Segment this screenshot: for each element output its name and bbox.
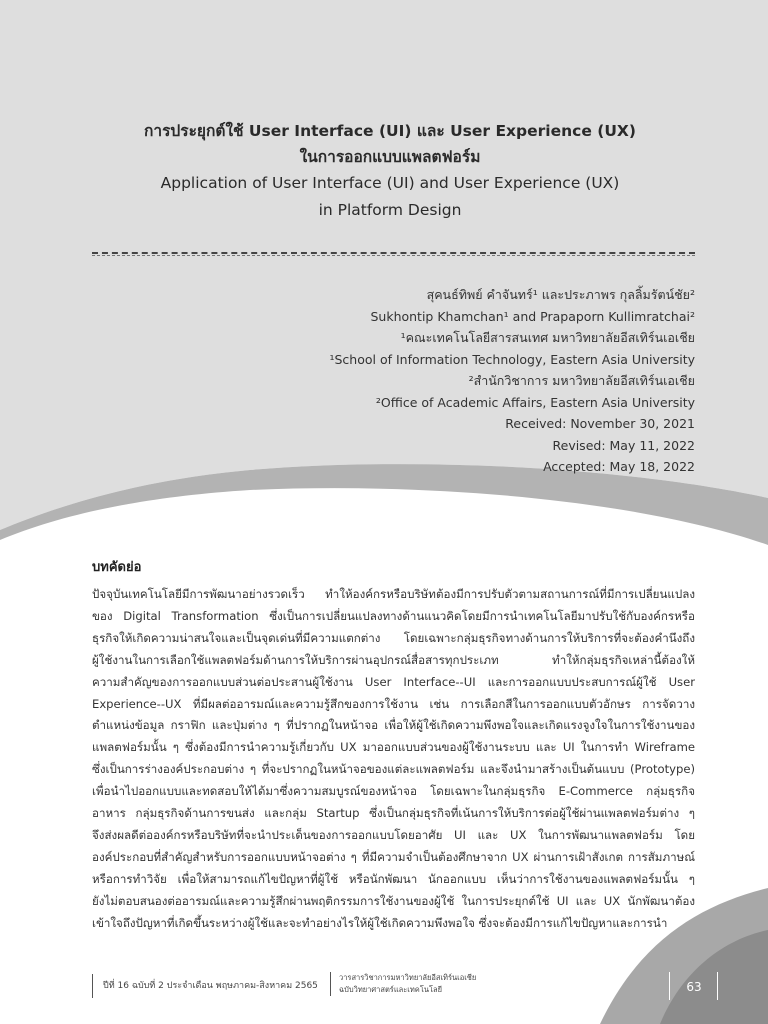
title-thai-line-2: ในการออกแบบแพลตฟอร์ม xyxy=(299,148,481,166)
author-names-thai: สุคนธ์ทิพย์ คำจันทร์¹ และประภาพร กุลลิ้มรัตน์ชัย² xyxy=(426,287,695,302)
page-number-divider-right xyxy=(717,972,718,1000)
revised-date: Revised: May 11, 2022 xyxy=(552,437,695,453)
abstract-line: ยังไม่ตอบสนองต่ออารมณ์และความรู้สึกผ่านพฤติกรรมการใช้งานของผู้ใช้ ในการประยุกต์ใช้ UI และ UX นักพัฒนาต้อง xyxy=(92,893,695,908)
abstract-heading: บทคัดย่อ xyxy=(92,560,142,575)
author-block xyxy=(75,284,695,478)
title-thai-line-1: การประยุกต์ใช้ User Interface (UI) และ User Experience (UX) xyxy=(144,122,636,140)
abstract-line: แพลตฟอร์มนั้น ๆ ซึ่งต้องมีการนำความรู้เกี่ยวกับ UX มาออกแบบส่วนของผู้ใช้งานระบบ และ UI ในการทำ Wireframe xyxy=(92,740,695,755)
footer-journal-name xyxy=(330,972,476,996)
abstract-line: ปัจจุบันเทคโนโลยีมีการพัฒนาอย่างรวดเร็ว ทำให้องค์กรหรือบริษัทต้องมีการปรับตัวตามสถานการณ์ที่มีการเปลี่ยนแปลง xyxy=(92,587,695,601)
abstract-line: องค์ประกอบที่สำคัญสำหรับการออกแบบหน้าจอต่าง ๆ ที่มีความจำเป็นต้องศึกษาจาก UX ผ่านการเฝ้าสังเกต การสัมภาษณ์ xyxy=(92,849,695,864)
affiliation-2-english: ²Office of Academic Affairs, Eastern Asia University xyxy=(375,394,695,410)
title-english-line-1: Application of User Interface (UI) and User Experience (UX) xyxy=(160,174,620,192)
abstract-line: ตำแหน่งข้อมูล กราฟิก และปุ่มต่าง ๆ ที่ปรากฏในหน้าจอ เพื่อให้ผู้ใช้เกิดความพึงพอใจและเกิดแรงจูงใจในการใช้งานของ xyxy=(92,718,695,733)
affiliation-1-thai: ¹คณะเทคโนโลยีสารสนเทศ มหาวิทยาลัยอีสเทิร์นเอเชีย xyxy=(400,330,695,345)
abstract-line: ซึ่งเป็นการร่างองค์ประกอบต่าง ๆ ที่จะปรากฏในหน้าจอของแต่ละแพลตฟอร์ม และจึงนำมาสร้างเป็นต้นแบบ (Prototype) xyxy=(92,762,695,777)
accepted-date: Accepted: May 18, 2022 xyxy=(543,459,695,474)
title-divider-secondary xyxy=(92,255,695,256)
article-title xyxy=(90,118,690,224)
abstract-line: ของ Digital Transformation ซึ่งเป็นการเปลี่ยนแปลงทางด้านแนวคิดโดยมีการนำเทคโนโลยีมาปรับใช้กับองค์กรหรือ xyxy=(92,608,695,623)
abstract-line: เข้าใจถึงปัญหาที่เกิดขึ้นระหว่างผู้ใช้และจะทำอย่างไรให้ผู้ใช้เกิดความพึงพอใจ ซึ่งจะต้องมีการแก้ไขปัญหาและการนำ xyxy=(92,915,668,930)
title-divider xyxy=(92,252,695,254)
abstract-line: เพื่อนำไปออกแบบและทดสอบให้ได้มาซึ่งความสมบูรณ์ของหน้าจอ โดยเฉพาะในกลุ่มธุรกิจ E-Commerce กลุ่มธุรกิจ xyxy=(92,784,695,799)
affiliation-2-thai: ²สำนักวิชาการ มหาวิทยาลัยอีสเทิร์นเอเชีย xyxy=(468,373,695,388)
abstract-line: ธุรกิจให้เกิดความน่าสนใจและเป็นจุดเด่นที่มีความแตกต่าง โดยเฉพาะกลุ่มธุรกิจทางด้านการให้บริการที่จะต้องคำนึงถึง xyxy=(92,630,695,645)
footer-issue-info: ปีที่ 16 ฉบับที่ 2 ประจำเดือน พฤษภาคม-สิงหาคม 2565 xyxy=(92,974,318,998)
footer-journal-line-2: ฉบับวิทยาศาสตร์และเทคโนโลยี xyxy=(339,985,442,994)
received-date: Received: November 30, 2021 xyxy=(505,416,695,431)
abstract-line: จึงส่งผลดีต่อองค์กรหรือบริษัทที่จะนำประเด็นของการออกแบบโดยอาศัย UI และ UX ในการพัฒนาแพลตฟอร์ม โดย xyxy=(92,827,695,842)
author-names-english: Sukhontip Khamchan¹ and Prapaporn Kullimratchai² xyxy=(370,308,695,324)
abstract-line: อาหาร กลุ่มธุรกิจด้านการขนส่ง และกลุ่ม Startup ซึ่งเป็นกลุ่มธุรกิจที่เน้นการให้บริการต่อผู้ใช้ผ่านแพลตฟอร์มต่าง ๆ xyxy=(92,806,695,821)
abstract-line: ผู้ใช้งานในการเลือกใช้แพลตฟอร์มด้านการให้บริการผ่านอุปกรณ์สื่อสารทุกประเภท ทำให้กลุ่มธุรกิจเหล่านี้ต้องให้ xyxy=(92,652,695,667)
abstract-line: หรือการทำวิจัย เพื่อให้สามารถแก้ไขปัญหาที่ผู้ใช้ หรือนักพัฒนา นักออกแบบ เห็นว่าการใช้งานของแพลตฟอร์มนั้น ๆ xyxy=(92,871,695,886)
footer-journal-line-1: วารสารวิชาการมหาวิทยาลัยอีสเทิร์นเอเชีย xyxy=(339,973,477,982)
title-english-line-2: in Platform Design xyxy=(318,201,462,219)
affiliation-1-english: ¹School of Information Technology, Eastern Asia University xyxy=(329,351,695,367)
abstract-line: ความสำคัญของการออกแบบส่วนต่อประสานผู้ใช้งาน User Interface--UI และการออกแบบประสบการณ์ผู้ใช้ User xyxy=(92,674,695,689)
abstract-body xyxy=(92,584,695,935)
page-number: 63 xyxy=(686,980,702,994)
abstract-line: Experience--UX ที่มีผลต่ออารมณ์และความรู้สึกของการใช้งาน เช่น การเลือกสีในการออกแบบตัวอักษร การจัดวาง xyxy=(92,696,695,711)
